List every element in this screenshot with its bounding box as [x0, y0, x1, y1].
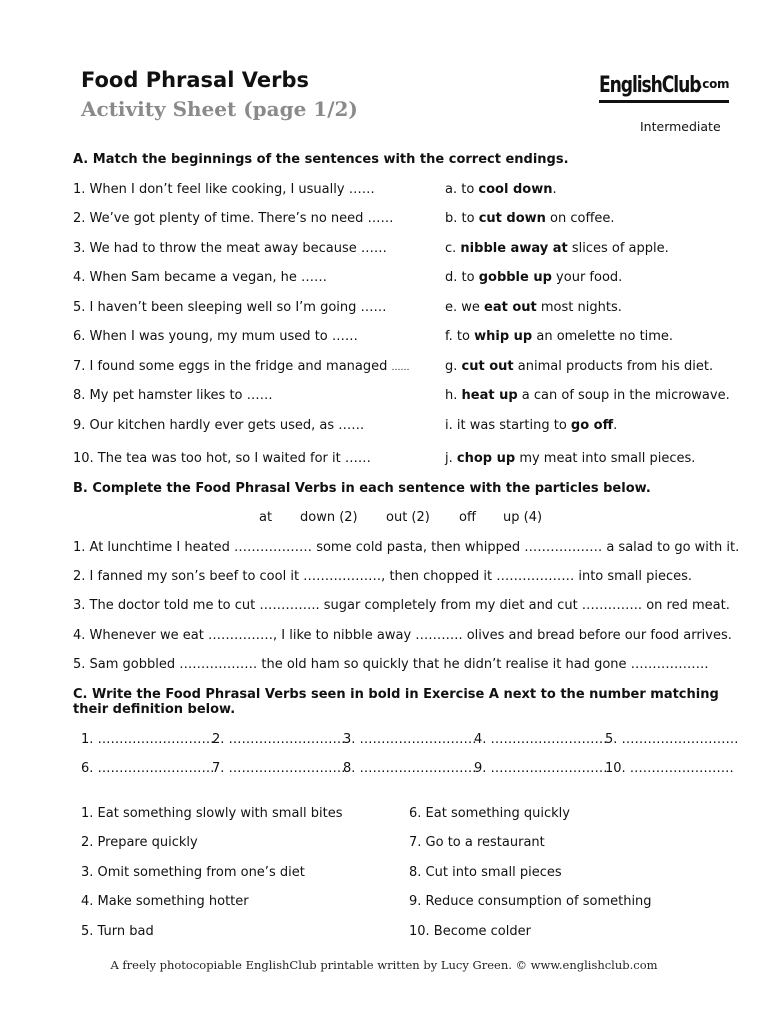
ending-prefix: c.	[445, 241, 461, 256]
section-c-heading-line1: C. Write the Food Phrasal Verbs seen in bold in Exercise A next to the number matching	[73, 687, 719, 702]
section-a-ending	[445, 388, 730, 403]
section-a-beginning: 2. We’ve got plenty of time. There’s no need ……	[73, 211, 394, 226]
ending-prefix: d. to	[445, 270, 479, 285]
section-a-ending	[445, 270, 622, 285]
ending-phrasal-verb: eat out	[484, 300, 537, 315]
ending-prefix: h.	[445, 388, 462, 403]
section-a-beginning: 5. I haven’t been sleeping well so I’m going ……	[73, 300, 387, 315]
section-b-sentence: 3. The doctor told me to cut ………….. sugar completely from my diet and cut ………….. on red meat.	[73, 598, 730, 613]
ending-suffix: .	[552, 182, 557, 197]
ending-prefix: i. it was starting to	[445, 418, 571, 433]
footer-credit: A freely photocopiable EnglishClub printable written by Lucy Green. © www.englishclub.com	[110, 958, 658, 972]
ending-suffix: my meat into small pieces.	[515, 451, 696, 466]
definition-item: 10. Become colder	[409, 924, 531, 939]
section-a-beginning	[73, 359, 410, 374]
definition-item: 4. Make something hotter	[81, 894, 249, 909]
ending-prefix: e. we	[445, 300, 485, 315]
section-a-beginning: 8. My pet hamster likes to ……	[73, 388, 273, 403]
answer-blank[interactable]: 3. ………………………	[343, 732, 477, 747]
section-a-beginning-text: 7. I found some eggs in the fridge and managed	[73, 359, 388, 374]
answer-blank[interactable]: 7. ………………………	[212, 761, 346, 776]
definition-item: 7. Go to a restaurant	[409, 835, 545, 850]
ending-suffix: animal products from his diet.	[513, 359, 714, 374]
answer-blank[interactable]: 6. ………………………	[81, 761, 215, 776]
particle-out: out (2)	[386, 510, 430, 525]
ending-phrasal-verb: cut down	[478, 211, 546, 226]
ending-phrasal-verb: go off	[570, 418, 614, 433]
answer-blank[interactable]: 1. ………………………	[81, 732, 215, 747]
ending-suffix: a can of soup in the microwave.	[517, 388, 730, 403]
section-b-sentence: 1. At lunchtime I heated ……………… some cold pasta, then whipped ……………… a salad to go with it.	[73, 540, 740, 555]
particle-down: down (2)	[300, 510, 358, 525]
definition-item: 8. Cut into small pieces	[409, 865, 562, 880]
section-a-ending	[445, 359, 713, 374]
section-b-sentence: 5. Sam gobbled ……………… the old ham so quickly that he didn’t realise it had gone ………………	[73, 657, 709, 672]
ending-suffix: most nights.	[536, 300, 622, 315]
ending-suffix: on coffee.	[545, 211, 615, 226]
particle-up: up (4)	[503, 510, 543, 525]
page-subtitle: Activity Sheet (page 1/2)	[81, 97, 358, 121]
section-a-ending	[445, 418, 617, 433]
section-a-beginning: 3. We had to throw the meat away because ……	[73, 241, 387, 256]
answer-blank[interactable]: 2. ………………………	[212, 732, 346, 747]
section-a-ending	[445, 300, 622, 315]
ending-phrasal-verb: cool down	[478, 182, 553, 197]
section-a-heading: A. Match the beginnings of the sentences with the correct endings.	[73, 152, 569, 167]
ending-phrasal-verb: cut out	[461, 359, 514, 374]
definition-item: 3. Omit something from one’s diet	[81, 865, 305, 880]
ending-suffix: your food.	[551, 270, 623, 285]
section-a-beginning: 4. When Sam became a vegan, he ……	[73, 270, 328, 285]
section-b-sentence: 2. I fanned my son’s beef to cool it ………………, then chopped it ……………… into small pieces.	[73, 569, 693, 584]
answer-blank[interactable]: 5. ………………………	[605, 732, 739, 747]
section-a-ending	[445, 182, 557, 197]
ending-phrasal-verb: heat up	[461, 388, 518, 403]
logo-suffix-text: .com	[698, 77, 730, 91]
ending-phrasal-verb: nibble away at	[460, 241, 568, 256]
level-label: Intermediate	[640, 119, 721, 134]
ending-suffix: an omelette no time.	[532, 329, 674, 344]
section-a-ending	[445, 211, 615, 226]
particle-off: off	[459, 510, 476, 525]
definition-item: 2. Prepare quickly	[81, 835, 198, 850]
definition-item: 5. Turn bad	[81, 924, 154, 939]
englishclub-logo	[599, 73, 729, 103]
logo-main-text: EnglishClub	[599, 73, 701, 98]
section-a-beginning: 9. Our kitchen hardly ever gets used, as ……	[73, 418, 365, 433]
section-c-heading-line2: their definition below.	[73, 702, 236, 717]
ending-prefix: g.	[445, 359, 462, 374]
ending-phrasal-verb: gobble up	[478, 270, 552, 285]
section-a-beginning: 10. The tea was too hot, so I waited for it ……	[73, 451, 371, 466]
ending-prefix: j.	[445, 451, 457, 466]
definition-item: 9. Reduce consumption of something	[409, 894, 652, 909]
section-b-sentence: 4. Whenever we eat ……………, I like to nibble away ……….. olives and bread before our food arrives.	[73, 628, 732, 643]
section-a-ending	[445, 329, 673, 344]
definition-item: 1. Eat something slowly with small bites	[81, 806, 343, 821]
section-a-ending	[445, 451, 695, 466]
ending-suffix: slices of apple.	[567, 241, 669, 256]
section-a-beginning: 1. When I don’t feel like cooking, I usually ……	[73, 182, 375, 197]
section-b-heading: B. Complete the Food Phrasal Verbs in each sentence with the particles below.	[73, 481, 651, 496]
ending-prefix: f. to	[445, 329, 475, 344]
section-a-ending	[445, 241, 669, 256]
ending-phrasal-verb: whip up	[474, 329, 533, 344]
answer-blank[interactable]: 4. ………………………	[474, 732, 608, 747]
ending-suffix: .	[613, 418, 618, 433]
section-a-beginning: 6. When I was young, my mum used to ……	[73, 329, 358, 344]
page-title: Food Phrasal Verbs	[81, 68, 309, 92]
answer-blank[interactable]: 8. ………………………	[343, 761, 477, 776]
section-a-beginning-dots: ……	[391, 363, 410, 373]
ending-prefix: b. to	[445, 211, 479, 226]
particle-at: at	[259, 510, 273, 525]
ending-phrasal-verb: chop up	[456, 451, 516, 466]
answer-blank[interactable]: 10. ……………………	[605, 761, 734, 776]
definition-item: 6. Eat something quickly	[409, 806, 570, 821]
ending-prefix: a. to	[445, 182, 479, 197]
answer-blank[interactable]: 9. ………………………	[474, 761, 608, 776]
